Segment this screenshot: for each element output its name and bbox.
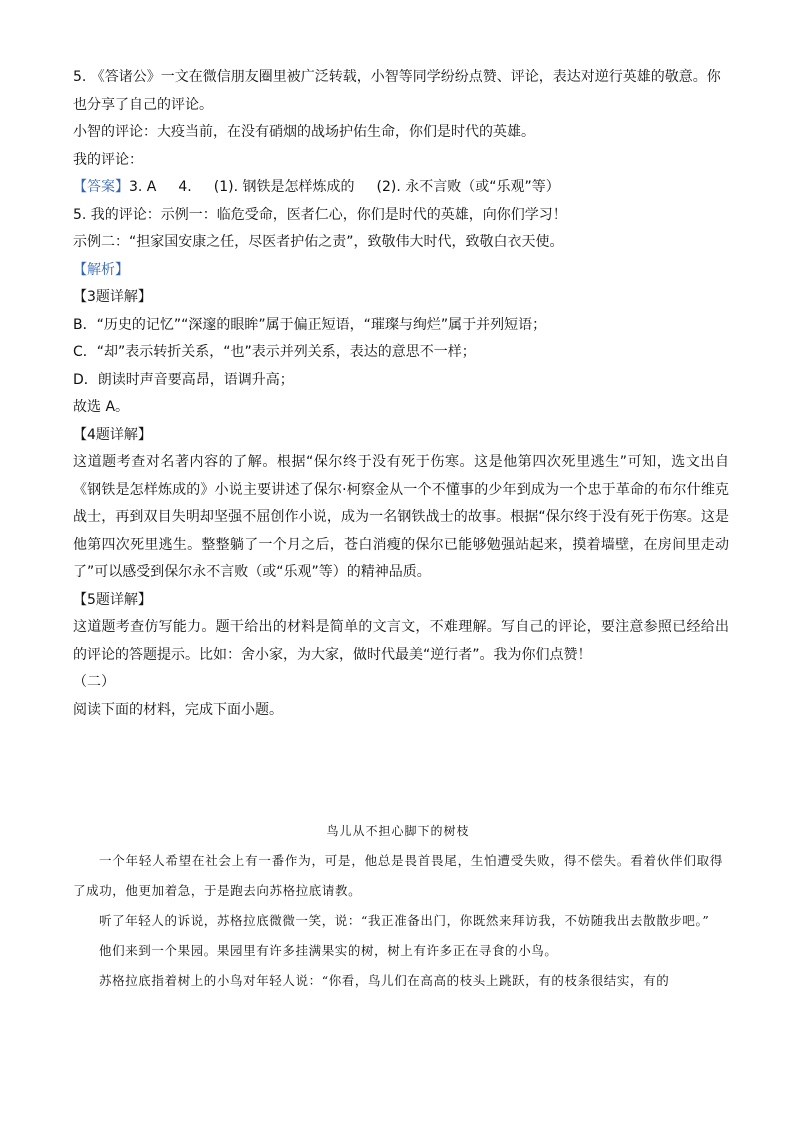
question-5-line-2: 也分享了自己的评论。 — [73, 96, 213, 113]
xiaozhi-comment: 小智的评论：大疫当前，在没有硝烟的战场护佑生命，你们是时代的英雄。 — [73, 124, 535, 140]
q3-choice: 故选 A。 — [73, 399, 130, 415]
question-5-line-1: 5. 《答诸公》一文在微信朋友圈里被广泛转载，小智等同学纷纷点赞、评论，表达对逆行英雄的敬意。你 — [73, 69, 721, 85]
section-2-heading: （二） — [73, 674, 115, 690]
section-2-instruction: 阅读下面的材料，完成下面小题。 — [73, 701, 283, 718]
answer-analysis-section — [73, 64, 729, 724]
answer-4-part-1: (1). 钢铁是怎样炼成的 — [213, 179, 355, 195]
q5-detail-heading: 【5题详解】 — [73, 591, 152, 608]
q3-option-d: D．朗读时声音要高昂，语调升高； — [73, 371, 294, 388]
analysis-tag: 【解析】 — [73, 261, 129, 278]
q3-option-b: B．“历史的记忆”“深邃的眼眸”属于偏正短语，“璀璨与绚烂”属于并列短语； — [73, 316, 547, 333]
answer-tag: 【答案】 — [73, 179, 129, 195]
q5-detail-text: 这道题考查仿写能力。题干给出的材料是简单的文言文，不难理解。写自己的评论，要注意参照已经给出的评论的答题提示。比如：舍小家，为大家，做时代最美“逆行者”。我为你们点赞！ — [73, 619, 729, 663]
passage-paragraph-3: 他们来到一个果园。果园里有许多挂满果实的树，树上有许多正在寻食的小鸟。 — [99, 943, 558, 958]
q3-detail-heading: 【3题详解】 — [73, 289, 152, 305]
answer-line — [73, 174, 729, 202]
answer-4-part-2: (2). 永不言败（或“乐观”等） — [376, 179, 560, 195]
passage-paragraph-1: 一个年轻人希望在社会上有一番作为，可是，他总是畏首畏尾，生怕遭受失败，得不偿失。看着伙伴们取得了成功，他更加着急，于是跑去向苏格拉底请教。 — [73, 853, 723, 898]
q4-detail-text: 这道题考查对名著内容的了解。根据“保尔终于没有死于伤寒。这是他第四次死里逃生”可知，选文出自《钢铁是怎样炼成的》小说主要讲述了保尔·柯察金从一个不懂事的少年到成为一个忠于革命的布尔什维克战士，再到双目失明却坚强不屈创作小说，成为一名钢铁战士的故事。根据“保尔终于没有死于伤寒。这是他第四次死里逃生。整整躺了一个月之后，苍白消瘦的保尔已能够勉强站起来，摸着墙壁，在房间里走动了”可以感受到保尔永不言败（或“乐观”等）的精神品质。 — [73, 454, 729, 580]
q3-option-c: C．“却”表示转折关系，“也”表示并列关系，表达的意思不一样； — [73, 344, 476, 360]
passage-paragraph-4: 苏格拉底指着树上的小鸟对年轻人说：“你看，鸟儿们在高高的枝头上跳跃，有的枝条很结实，有的 — [99, 973, 670, 988]
answer-5-example-2: 示例二：“担家国安康之任，尽医者护佑之责”，致敬伟大时代，致敬白衣天使。 — [73, 234, 564, 250]
q4-detail-heading: 【4题详解】 — [73, 426, 152, 443]
reading-passage — [73, 816, 723, 996]
passage-paragraph-2: 听了年轻人的诉说，苏格拉底微微一笑，说：“我正准备出门，你既然来拜访我，不妨随我出去散散步吧。” — [99, 913, 710, 928]
answer-3: 3. A — [129, 179, 157, 195]
answer-4-label: 4. — [178, 179, 192, 195]
my-comment-prompt: 我的评论： — [73, 151, 143, 168]
answer-5-example-1: 5. 我的评论：示例一：临危受命，医者仁心，你们是时代的英雄，向你们学习！ — [73, 206, 567, 223]
passage-title: 鸟儿从不担心脚下的树枝 — [326, 824, 470, 838]
